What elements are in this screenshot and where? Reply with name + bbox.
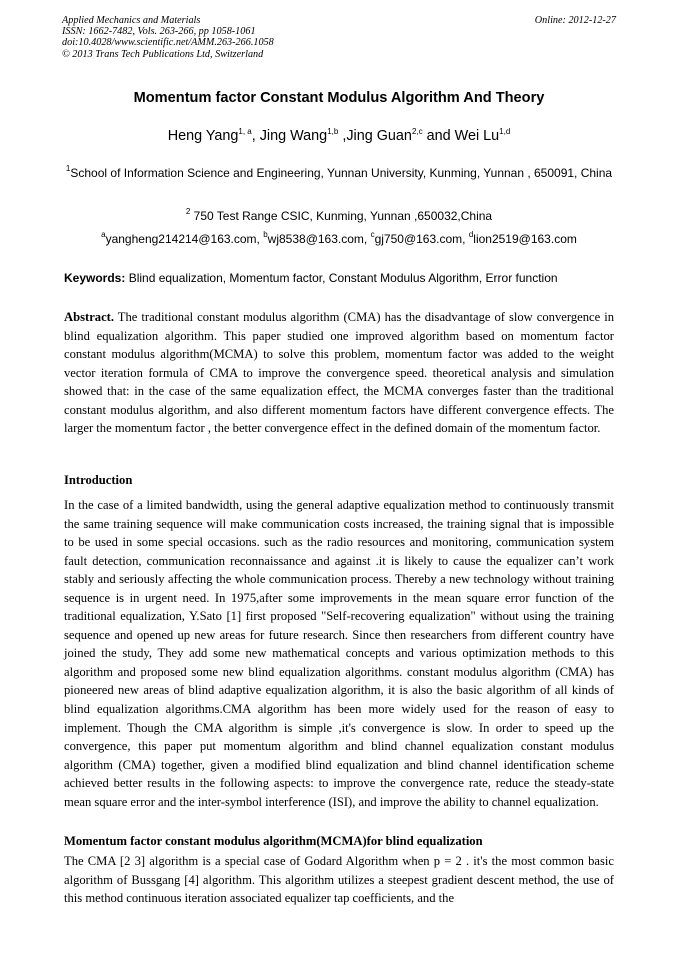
abstract-text: The traditional constant modulus algorithm (CMA) has the disadvantage of slow convergence in blind equalization algorithm. This paper studied one improved algorithm based on momentum factor constant modulus algorithm(MCMA) to solve this problem, momentum factor was added to the weight vector iteration formula of CMA to improve the convergence speed. theoretical analysis and simulation showed that: in the case of the same equalization effect, the MCMA converges faster than the traditional constant modulus algorithm, and also different momentum factors have different convergence effects. The larger the momentum factor , the better convergence effect in the defined domain of the momentum factor. (64, 310, 614, 436)
journal-header (62, 15, 616, 60)
author-sup: 2,c (411, 127, 423, 136)
introduction-heading: Introduction (64, 473, 133, 487)
author-sep: , (338, 128, 347, 144)
affiliation-text: 750 Test Range CSIC, Kunming, Yunnan ,650032,China (190, 209, 493, 223)
keywords-label: Keywords: (64, 271, 126, 285)
author-sep: , (251, 128, 260, 144)
author-name: Heng Yang (167, 128, 239, 144)
paper-title: Momentum factor Constant Modulus Algorithm And Theory (133, 90, 545, 106)
email-list (62, 232, 616, 246)
affiliation-sup: 2 (185, 207, 191, 216)
email: lion2519@163.com (473, 232, 577, 246)
author-sup: 1,b (327, 127, 339, 136)
affiliation-sup: 1 (65, 164, 71, 173)
mcma-text: The CMA [2 3] algorithm is a special case of Godard Algorithm when p = 2 . it's the most common basic algorithm of Bussgang [4] algorithm. This algorithm utilizes a steepest gradient descent method, the use of this method continuous iteration associated equalizer tap coefficients, and the (64, 854, 614, 906)
affiliation-2 (62, 207, 616, 226)
email: yangheng214214@163.com, (105, 232, 264, 246)
issn-line: ISSN: 1662-7482, Vols. 263-266, pp 1058-1061 (62, 26, 256, 38)
author-sep: and (422, 128, 455, 144)
abstract-label: Abstract. (64, 310, 115, 324)
introduction-text: In the case of a limited bandwidth, using the general adaptive equalization method to continuously transmit the same training sequence will make communication costs increased, the training signal that is impossible to be used in some special occasions. such as the radio resources and monitoring, communication system fault detection, communication reconnaissance and against .it is likely to cause the equalizer can’t work stably and seriously affecting the whole communication process. Thereby a new technology without training sequence is in urgent need. In 1975,after some improvements in the mean square error function of the traditional equalization, Y.Sato [1] first proposed "Self-recovering equalization" without using the training sequence and opened up new areas for future research. Since then researchers from different country have joined the study, They add some new mathematical concepts and various optimization methods to this algorithm and proposed some new blind equalization algorithms. constant modulus algorithm (CMA) has pioneered new areas of blind adaptive equalization algorithm, it is also the basic algorithm of all kinds of blind equalization algorithms.CMA algorithm has been more widely used for the reason of easy to implement. Though the CMA algorithm is simple ,it's convergence is slow. In order to speed up the convergence, this paper put momentum algorithm and blind channel equalization constant modulus algorithm (CMA) together, given a modified blind equalization and blind channel identification scheme achieved better results in the following aspects: to improve the convergence rate, reduce the steady-state mean square error and the inter-symbol interference (ISI), and improve the ability to channel equalization. (64, 498, 614, 809)
author-name: Jing Wang (259, 128, 328, 144)
affiliation-1 (62, 164, 616, 183)
author-list (0, 128, 678, 144)
email-sup: a (101, 230, 106, 239)
affiliation-text: School of Information Science and Engineering, Yunnan University, Kunming, Yunnan , 650091, China (70, 166, 613, 180)
email-sup: c (370, 230, 375, 239)
email-sup: b (263, 230, 268, 239)
keywords (64, 271, 616, 285)
doi-line: doi:10.4028/www.scientific.net/AMM.263-266.1058 (62, 37, 274, 49)
author-sup: 1,d (499, 127, 511, 136)
keywords-text: Blind equalization, Momentum factor, Constant Modulus Algorithm, Error function (125, 271, 558, 285)
online-date: Online: 2012-12-27 (534, 15, 616, 26)
author-name: Wei Lu (454, 128, 500, 144)
copyright-line: © 2013 Trans Tech Publications Ltd, Switzerland (62, 48, 264, 60)
email: wj8538@163.com, (267, 232, 371, 246)
email: gj750@163.com, (374, 232, 469, 246)
journal-name: Applied Mechanics and Materials (62, 15, 201, 26)
mcma-heading: Momentum factor constant modulus algorithm(MCMA)for blind equalization (64, 834, 483, 848)
email-sup: d (468, 230, 474, 239)
abstract (64, 308, 614, 438)
author-name: Jing Guan (346, 128, 412, 144)
author-sup: 1, a (238, 127, 252, 136)
